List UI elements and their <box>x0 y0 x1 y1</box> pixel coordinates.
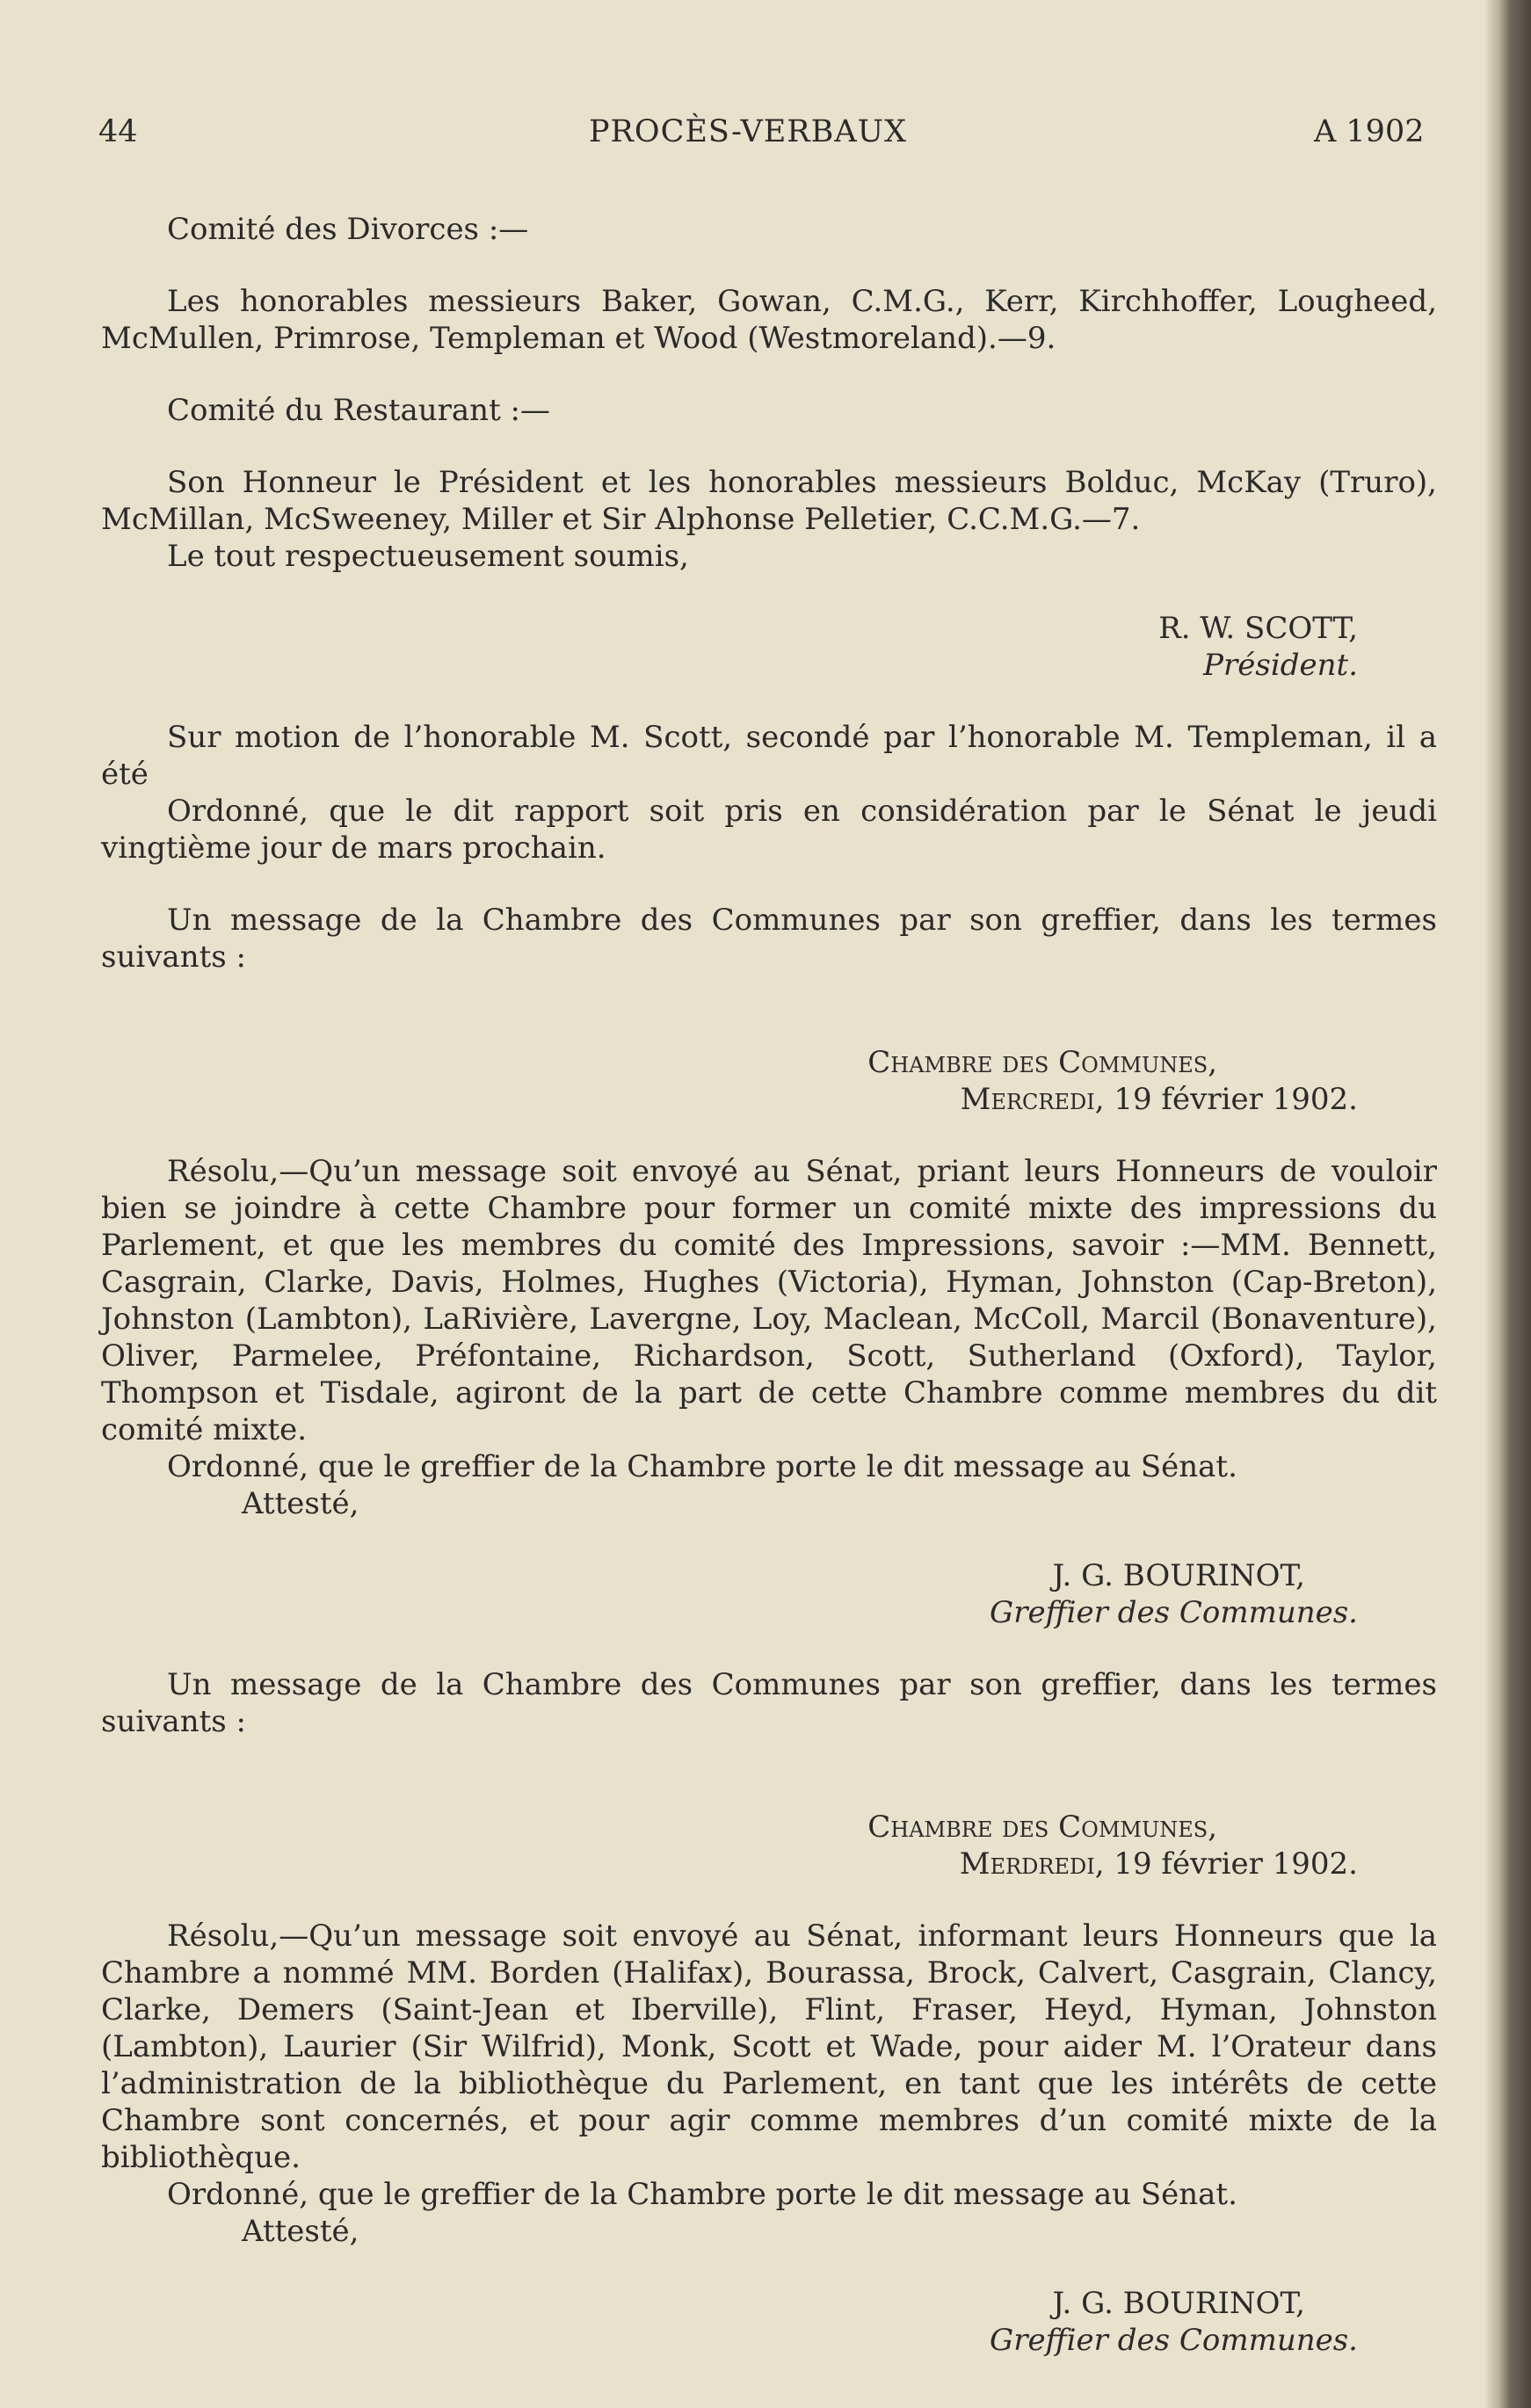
message2-signature-name: J. G. BOURINOT, <box>1052 2286 1305 2321</box>
restaurant-heading: Comité du Restaurant :— <box>167 393 551 428</box>
motion-text: Sur motion de l’honorable M. Scott, secondé par l’honorable M. Templeman, il a été <box>101 720 1437 792</box>
report-signature-name: R. W. SCOTT, <box>1158 611 1358 646</box>
divorces-members: Les honorables messieurs Baker, Gowan, C.M.G., Kerr, Kirchhoffer, Lougheed, McMullen, Primrose, Templeman et Wood (Westmoreland).—9. <box>101 284 1437 356</box>
document-body <box>101 211 1437 2359</box>
message2-signature-role: Greffier des Communes. <box>990 2323 1358 2358</box>
motion-order: Ordonné, que le dit rapport soit pris en considération par le Sénat le jeudi vingtième jour de mars prochain. <box>101 794 1437 866</box>
restaurant-members: Son Honneur le Président et les honorables messieurs Bolduc, McKay (Truro), McMillan, McSweeney, Miller et Sir Alphonse Pelletier, C.C.M.G.—7. <box>101 465 1437 537</box>
message2-dateline <box>101 1846 1437 1882</box>
message1-intro: Un message de la Chambre des Communes par son greffier, dans les termes suivants : <box>101 903 1437 975</box>
message2-weekday: Merdredi, <box>959 1846 1105 1882</box>
page-binding-edge <box>1485 0 1531 2408</box>
page-year: A 1902 <box>1314 114 1425 149</box>
report-signature-role: Président. <box>1203 648 1358 683</box>
message1-date: 19 février 1902. <box>1114 1082 1358 1117</box>
message2-date: 19 février 1902. <box>1114 1846 1358 1882</box>
message1-order: Ordonné, que le greffier de la Chambre porte le dit message au Sénat. <box>167 1449 1237 1484</box>
divorces-heading: Comité des Divorces :— <box>167 212 529 247</box>
message1-dateline <box>101 1081 1437 1118</box>
message2-attest: Attesté, <box>242 2214 359 2249</box>
message1-attest: Attesté, <box>242 1486 359 1521</box>
message2-place: Chambre des Communes, <box>867 1810 1217 1845</box>
page-header <box>0 114 1531 158</box>
page-title: PROCÈS-VERBAUX <box>589 114 908 149</box>
message1-signature-name: J. G. BOURINOT, <box>1052 1558 1305 1593</box>
report-closing: Le tout respectueusement soumis, <box>167 539 689 574</box>
message1-signature-role: Greffier des Communes. <box>990 1595 1358 1630</box>
message1-place: Chambre des Communes, <box>867 1045 1217 1080</box>
message2-intro: Un message de la Chambre des Communes par son greffier, dans les termes suivants : <box>101 1667 1437 1739</box>
message2-order: Ordonné, que le greffier de la Chambre porte le dit message au Sénat. <box>167 2177 1237 2212</box>
message1-weekday: Mercredi, <box>960 1082 1105 1117</box>
message2-resolution: Résolu,—Qu’un message soit envoyé au Sénat, informant leurs Honneurs que la Chambre a nommé MM. Borden (Halifax), Bourassa, Brock, Calvert, Casgrain, Clancy, Clarke, Demers (Saint-Jean et Iberville), Flint, Fraser, Heyd, Hyman, Johnston (Lambton), Laurier (Sir Wilfrid), Monk, Scott et Wade, pour aider M. l’Orateur dans l’administration de la bibliothèque du Parlement, en tant que les intérêts de cette Chambre sont concernés, et pour agir comme membres d’un comité mixte de la bibliothèque. <box>101 1918 1437 2175</box>
message1-resolution: Résolu,—Qu’un message soit envoyé au Sénat, priant leurs Honneurs de vouloir bien se joindre à cette Chambre pour former un comité mixte des impressions du Parlement, et que les membres du comité des Impressions, savoir :—MM. Bennett, Casgrain, Clarke, Davis, Holmes, Hughes (Victoria), Hyman, Johnston (Cap-Breton), Johnston (Lambton), LaRivière, Lavergne, Loy, Maclean, McColl, Marcil (Bonaventure), Oliver, Parmelee, Préfontaine, Richardson, Scott, Sutherland (Oxford), Taylor, Thompson et Tisdale, agiront de la part de cette Chambre comme membres du dit comité mixte. <box>101 1154 1437 1447</box>
page-number: 44 <box>98 114 138 149</box>
